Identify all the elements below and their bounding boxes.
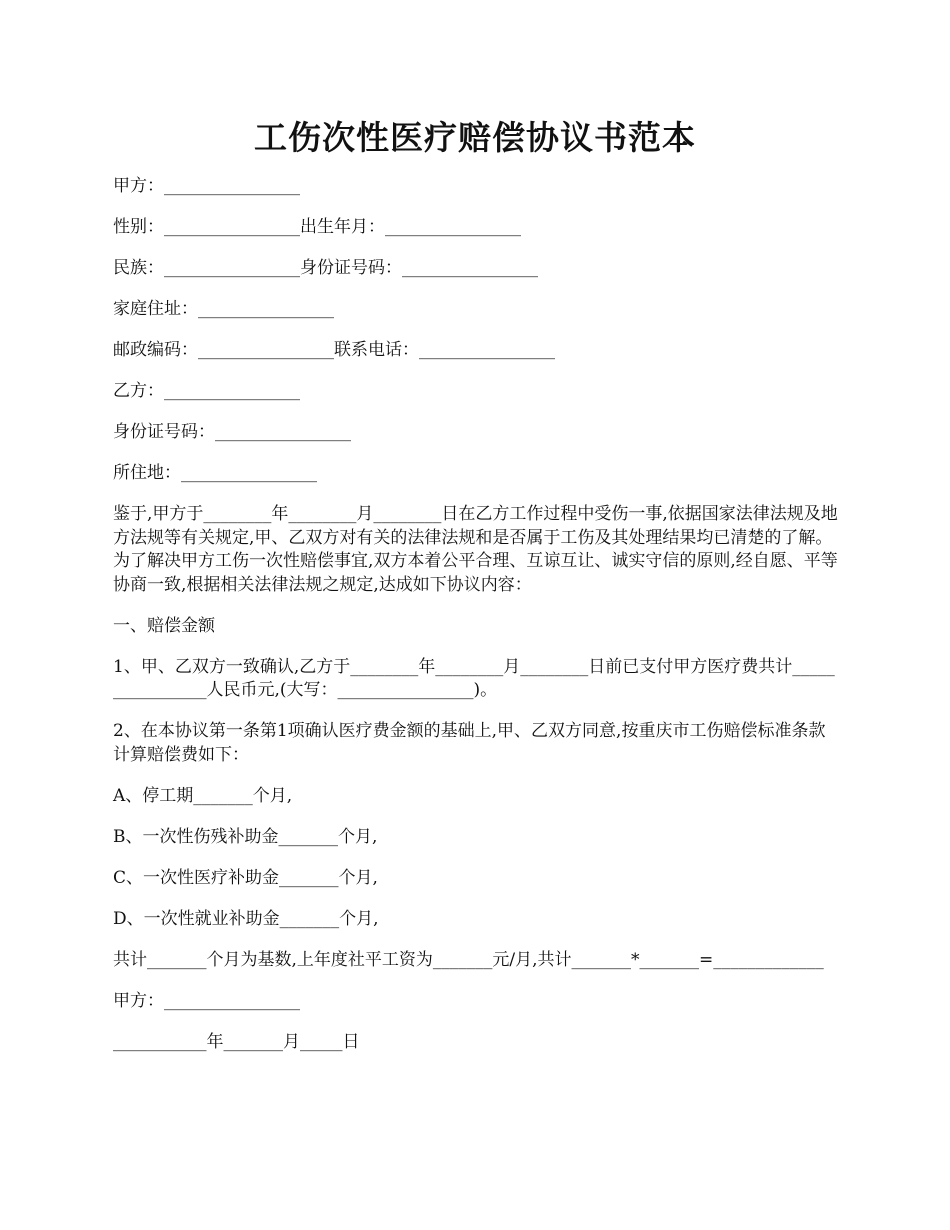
- total-calculation: 共计_______个月为基数,上年度社平工资为_______元/月,共计_______*_______=_____________: [113, 949, 824, 970]
- postcode-phone-line: 邮政编码：________________联系电话：________________: [113, 340, 555, 360]
- id-number-line: 身份证号码：________________: [113, 422, 351, 442]
- party-a-line: 甲方：________________: [113, 176, 300, 196]
- party-b-line: 乙方：________________: [113, 381, 300, 401]
- document-body: [113, 175, 838, 1072]
- section-heading-compensation: 一、赔偿金额: [113, 615, 215, 636]
- item-d: D、一次性就业补助金_______个月,: [113, 908, 379, 929]
- item-c: C、一次性医疗补助金_______个月,: [113, 867, 378, 888]
- date-line: ___________年_______月_____日: [113, 1031, 360, 1052]
- preamble-paragraph: 鉴于,甲方于________年________月________日在乙方工作过程中受伤一事,依据国家法律法规及地方法规等有关规定,甲、乙双方对有关的法律法规和是否属于工伤及其处理结果均已清楚的了解。为了解决甲方工伤一次性赔偿事宜,双方本着公平合理、互谅互让、诚实守信的原则,经自愿、平等协商一致,根据相关法律法规之规定,达成如下协议内容：: [113, 504, 838, 595]
- signature-party-a: 甲方：________________: [113, 990, 300, 1011]
- clause-1: 1、甲、乙双方一致确认,乙方于________年________月________日前已支付甲方医疗费共计________________人民币元,(大写：________________)。: [113, 656, 835, 700]
- item-b: B、一次性伤残补助金_______个月,: [113, 826, 378, 847]
- home-address-line: 家庭住址：________________: [113, 299, 334, 319]
- document-title: 工伤次性医疗赔偿协议书范本: [254, 118, 696, 157]
- ethnicity-id-line: 民族：________________身份证号码：________________: [113, 258, 538, 278]
- clause-2: 2、在本协议第一条第1项确认医疗费金额的基础上,甲、乙双方同意,按重庆市工伤赔偿标准条款计算赔偿费如下：: [113, 721, 826, 765]
- gender-birth-line: 性别：________________出生年月：________________: [113, 217, 521, 237]
- residence-line: 所住地：________________: [113, 463, 317, 483]
- item-a: A、停工期_______个月,: [113, 785, 293, 806]
